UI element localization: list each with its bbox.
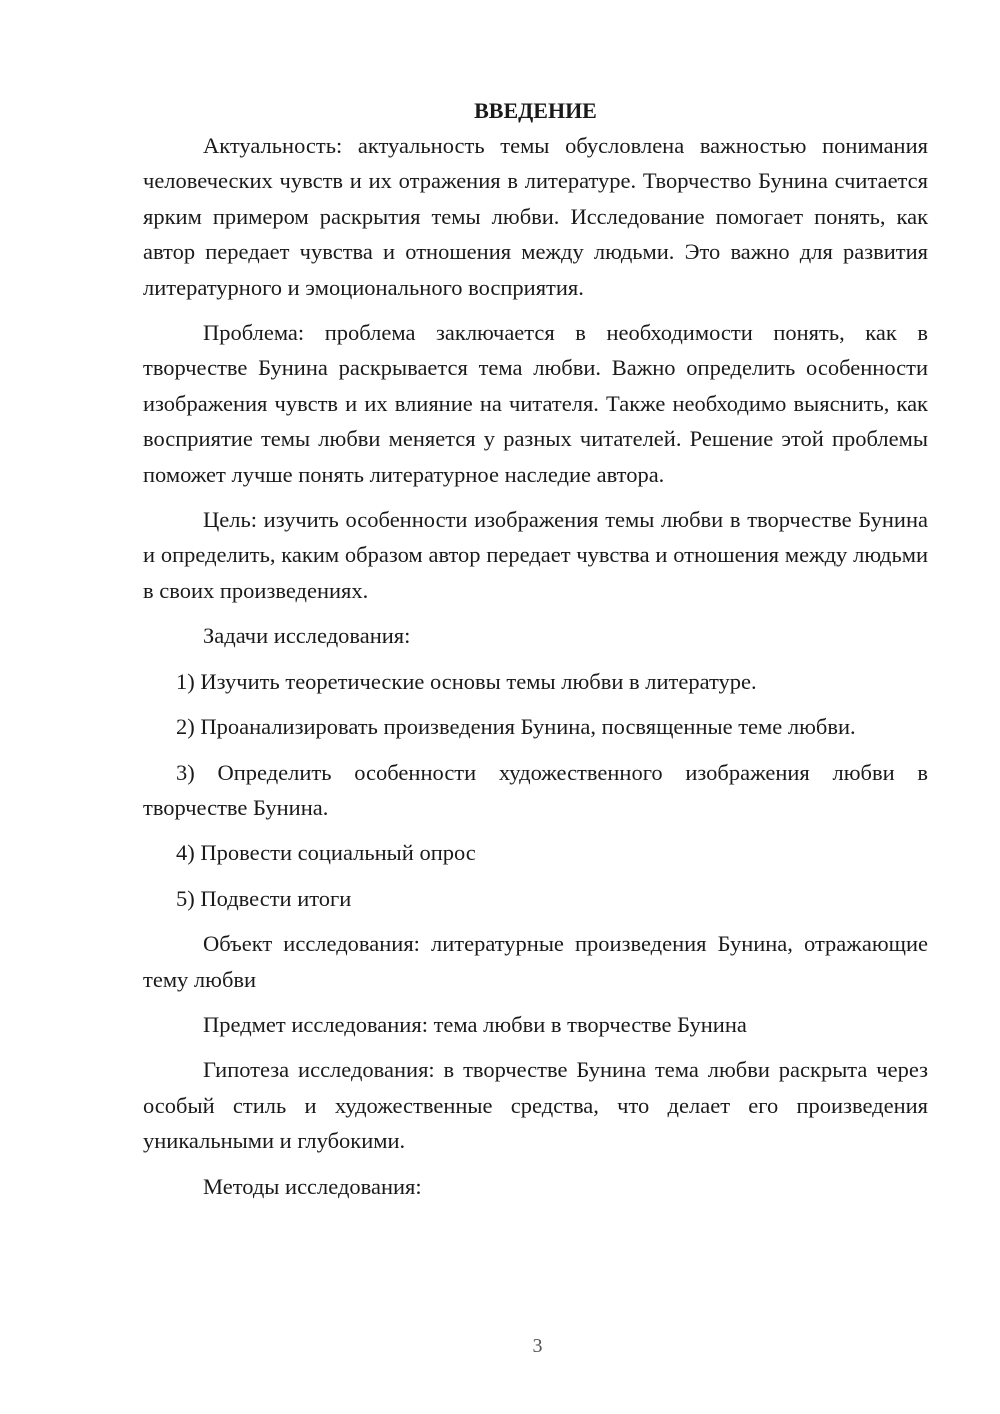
page-content [143, 96, 928, 1214]
tasks-heading: Задачи исследования: [203, 623, 411, 649]
task-item: 4) Провести социальный опрос [176, 840, 476, 866]
hypothesis-paragraph: Гипотеза исследования: в творчестве Бунина тема любви раскрыта через особый стиль и художественные средства, что делает его произведения уникальными и глубокими. [143, 1057, 928, 1154]
problem-paragraph: Проблема: проблема заключается в необходимости понять, как в творчестве Бунина раскрывается тема любви. Важно определить особенности изображения чувств и их влияние на читателя. Также необходимо выяснить, как восприятие темы любви меняется у разных читателей. Решение этой проблемы поможет лучше понять литературное наследие автора. [143, 320, 928, 487]
object-paragraph: Объект исследования: литературные произведения Бунина, отражающие тему любви [143, 931, 928, 992]
task-item: 5) Подвести итоги [176, 885, 352, 911]
page-number: 3 [532, 1335, 543, 1357]
goal-paragraph: Цель: изучить особенности изображения темы любви в творчестве Бунина и определить, каким образом автор передает чувства и отношения между людьми в своих произведениях. [143, 507, 928, 603]
methods-paragraph: Методы исследования: [203, 1173, 422, 1199]
section-heading: ВВЕДЕНИЕ [474, 98, 597, 123]
subject-paragraph: Предмет исследования: тема любви в творчестве Бунина [203, 1011, 747, 1037]
task-item: 2) Проанализировать произведения Бунина, посвященные теме любви. [176, 714, 856, 740]
relevance-paragraph: Актуальность: актуальность темы обусловлена важностью понимания человеческих чувств и их отражения в литературе. Творчество Бунина считается ярким примером раскрытия темы любви. Исследование помогает понять, как автор передает чувства и отношения между людьми. Это важно для развития литературного и эмоционального восприятия. [143, 133, 928, 300]
task-item: 1) Изучить теоретические основы темы любви в литературе. [176, 668, 757, 694]
task-item: 3) Определить особенности художественного изображения любви в творчестве Бунина. [143, 759, 928, 820]
